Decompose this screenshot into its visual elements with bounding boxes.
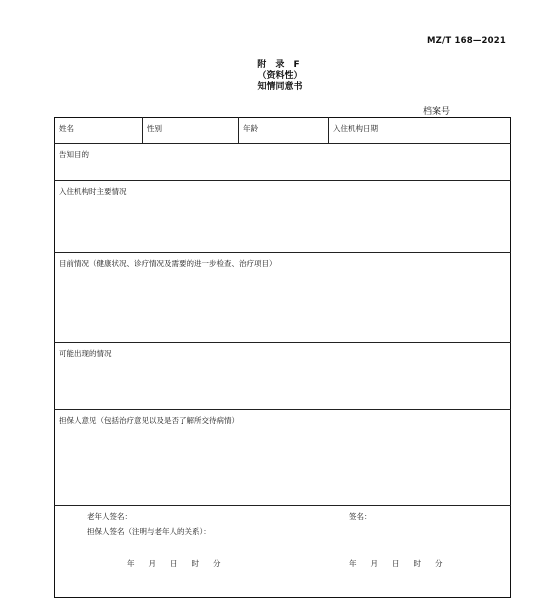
left-datetime [127,558,235,569]
left-date-day: 日 [170,559,178,568]
current-condition-label: 目前情况（健康状况、诊疗情况及需要的进一步检查、治疗项目） [59,259,277,268]
right-date-hour: 时 [413,559,421,568]
main-condition-row [55,181,511,253]
current-condition-row [55,253,511,343]
gender-label: 性别 [147,124,162,133]
left-date-hour: 时 [191,559,199,568]
right-date-minute: 分 [435,559,443,568]
signature-block [55,506,511,598]
main-condition-label: 入住机构时主要情况 [59,187,127,196]
form-title: 知情同意书 [257,82,303,92]
main-condition-field[interactable] [55,181,511,253]
left-date-year: 年 [127,559,135,568]
right-date-month: 月 [370,559,378,568]
purpose-field[interactable] [55,144,511,181]
gender-field[interactable] [143,118,239,144]
possible-situations-row [55,343,511,410]
standard-code: MZ/T 168—2021 [427,36,506,46]
elder-signature-label: 老年人签名： [87,512,132,521]
right-datetime [349,558,457,569]
left-date-month: 月 [148,559,156,568]
age-label: 年龄 [243,124,258,133]
info-row [55,118,511,144]
admission-date-field[interactable] [329,118,511,144]
age-field[interactable] [239,118,329,144]
guarantor-opinion-field[interactable] [55,410,511,506]
name-field[interactable] [55,118,143,144]
consent-form-table [54,117,511,598]
possible-situations-field[interactable] [55,343,511,410]
right-signature-label: 签名： [349,512,372,521]
guarantor-opinion-row [55,410,511,506]
current-condition-field[interactable] [55,253,511,343]
signature-row [55,506,511,598]
admission-date-label: 入住机构日期 [333,124,378,133]
right-date-year: 年 [349,559,357,568]
guarantor-opinion-label: 担保人意见（包括治疗意见以及是否了解所交待病情） [59,416,239,425]
left-date-minute: 分 [213,559,221,568]
purpose-label: 告知目的 [59,150,89,159]
appendix-heading: 附 录 F [257,60,303,70]
guarantor-signature-label: 担保人签名（注明与老年人的关系）： [87,527,211,536]
right-date-day: 日 [392,559,400,568]
appendix-nature: （资料性） [257,71,303,81]
purpose-row [55,144,511,181]
possible-situations-label: 可能出现的情况 [59,349,112,358]
archive-number-label: 档案号 [422,107,450,117]
name-label: 姓名 [59,124,74,133]
